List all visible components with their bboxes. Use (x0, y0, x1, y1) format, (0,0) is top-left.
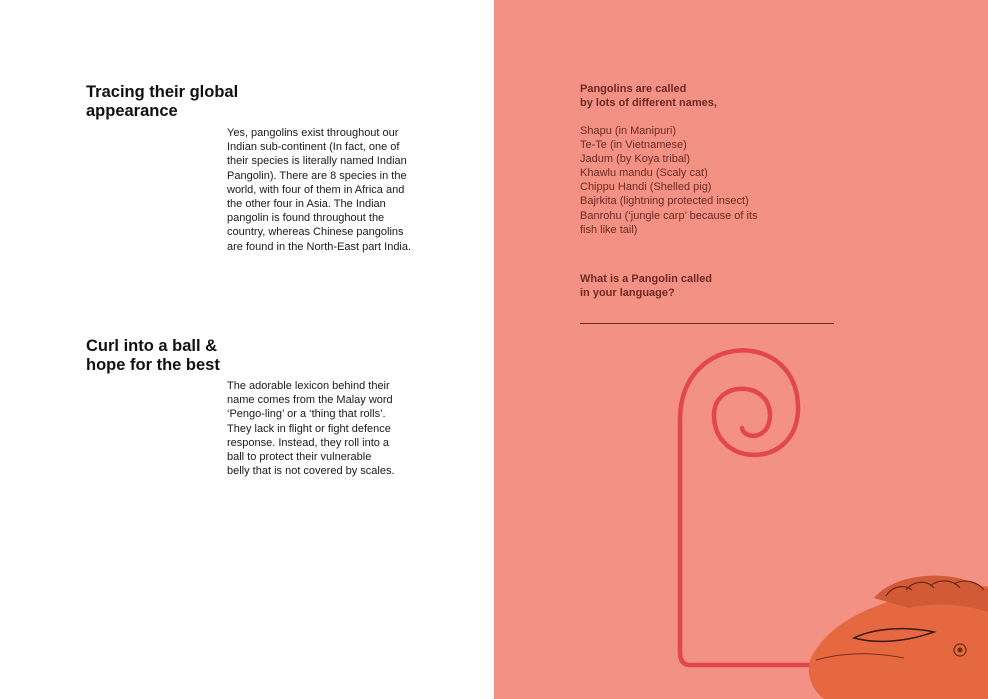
pangolin-head (809, 576, 988, 699)
tongue-spiral (680, 350, 810, 665)
name-item: Shapu (in Manipuri) (580, 125, 676, 137)
name-item: Te-Te (in Vietnamese) (580, 139, 687, 152)
name-item: Chippu Handi (Shelled pig) (580, 181, 712, 194)
language-question: What is a Pangolin called in your language? (580, 273, 713, 300)
name-item: Khawlu mandu (Scaly cat) (580, 167, 708, 180)
section-heading-global-appearance: Tracing their global appearance (86, 83, 239, 120)
right-page (494, 0, 988, 699)
pangolin-tongue-illustration (494, 0, 988, 699)
name-item: fish like tail) (580, 223, 638, 236)
name-item: Bajrkita (lightning protected insect) (580, 195, 749, 208)
section-body-curl-into-ball: The adorable lexicon behind their name comes from the Malay word ‘Pengo-ling’ or a ‘thing that rolls’. They lack in flight or fight defence response. Instead, they roll into a ball to protect their vulnerable belly that is not covered by scales. (227, 380, 395, 478)
name-item: Jadum (by Koya tribal) (580, 153, 691, 166)
names-title: Pangolins are called by lots of different names, (580, 83, 717, 110)
section-heading-curl-into-ball: Curl into a ball & hope for the best (86, 337, 220, 374)
section-body-global-appearance: Yes, pangolins exist throughout our Indian sub-continent (In fact, one of their species is literally named Indian Pangolin). There are 8 species in the world, with four of them in Africa and the other four in Asia. The Indian pangolin is found throughout the country, whereas Chinese pangolins are found in the North-East part India. (227, 127, 412, 253)
name-item: Banrohu (‘jungle carp’ because of its (580, 209, 758, 222)
